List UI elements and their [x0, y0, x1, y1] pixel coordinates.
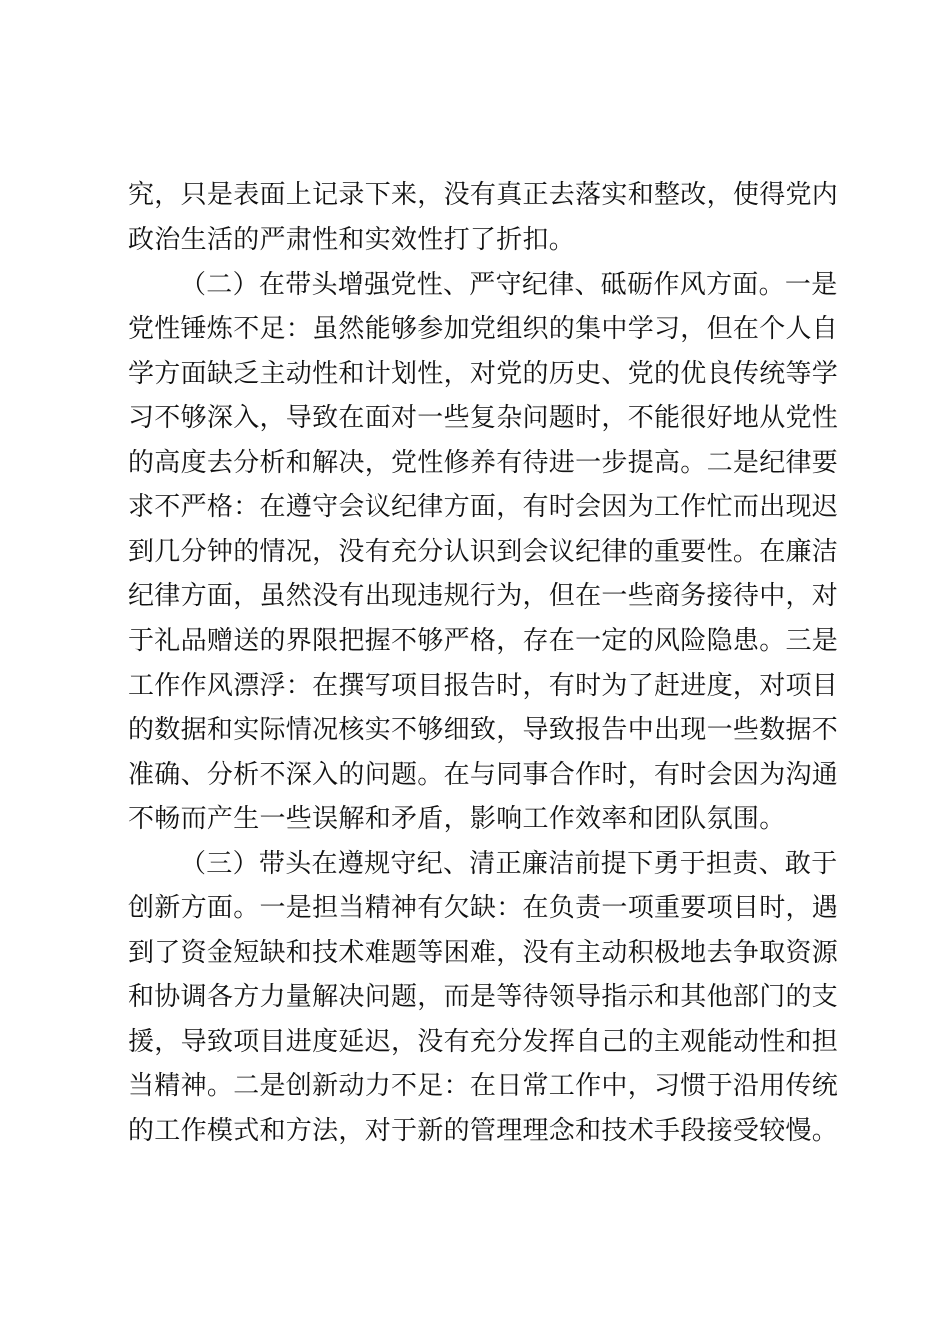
- text-line: 的工作模式和方法，对于新的管理理念和技术手段接受较慢。: [128, 1116, 839, 1146]
- text-line: 不畅而产生一些误解和矛盾，影响工作效率和团队氛围。: [128, 804, 786, 834]
- text-line: 习不够深入，导致在面对一些复杂问题时，不能很好地从党性: [128, 403, 839, 433]
- text-line: 的数据和实际情况核实不够细致，导致报告中出现一些数据不: [128, 715, 839, 745]
- text-line: 学方面缺乏主动性和计划性，对党的历史、党的优良传统等学: [128, 359, 839, 389]
- text-line: 准确、分析不深入的问题。在与同事合作时，有时会因为沟通: [128, 760, 839, 790]
- text-line: 的高度去分析和解决，党性修养有待进一步提高。二是纪律要: [128, 448, 839, 478]
- text-line: 和协调各方力量解决问题，而是等待领导指示和其他部门的支: [128, 982, 839, 1012]
- text-line: 求不严格：在遵守会议纪律方面，有时会因为工作忙而出现迟: [128, 492, 839, 522]
- text-line: 究，只是表面上记录下来，没有真正去落实和整改，使得党内: [128, 180, 839, 210]
- paragraph-heading-line: （二）在带头增强党性、严守纪律、砥砺作风方面。一是: [180, 270, 838, 300]
- text-line: 工作作风漂浮：在撰写项目报告时，有时为了赶进度，对项目: [128, 671, 839, 701]
- text-line: 援，导致项目进度延迟，没有充分发挥自己的主观能动性和担: [128, 1027, 839, 1057]
- text-line: 纪律方面，虽然没有出现违规行为，但在一些商务接待中，对: [128, 581, 839, 611]
- text-line: 于礼品赠送的界限把握不够严格，存在一定的风险隐患。三是: [128, 626, 839, 656]
- text-line: 政治生活的严肃性和实效性打了折扣。: [128, 225, 576, 255]
- text-line: 到几分钟的情况，没有充分认识到会议纪律的重要性。在廉洁: [128, 537, 839, 567]
- text-line: 到了资金短缺和技术难题等困难，没有主动积极地去争取资源: [128, 938, 839, 968]
- text-line: 党性锤炼不足：虽然能够参加党组织的集中学习，但在个人自: [128, 314, 839, 344]
- paragraph-heading-line: （三）带头在遵规守纪、清正廉洁前提下勇于担责、敢于: [180, 849, 838, 879]
- text-line: 创新方面。一是担当精神有欠缺：在负责一项重要项目时，遇: [128, 893, 839, 923]
- text-line: 当精神。二是创新动力不足：在日常工作中，习惯于沿用传统: [128, 1071, 839, 1101]
